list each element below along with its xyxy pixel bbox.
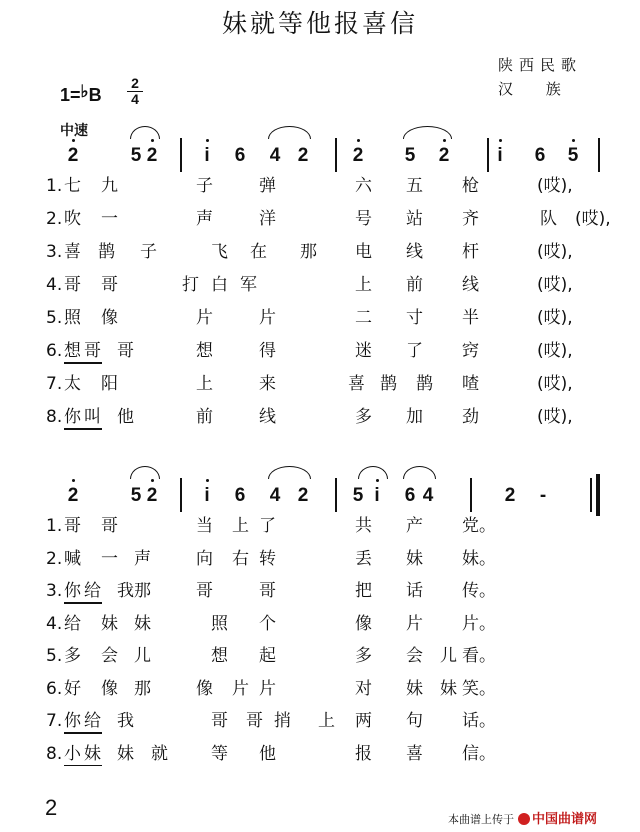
system2-lyric: 我 bbox=[117, 711, 134, 731]
system1-lyric: 前 bbox=[406, 275, 423, 295]
system2-lyric: 2. bbox=[46, 548, 63, 569]
system2-lyric: 你 bbox=[64, 711, 81, 731]
system2-lyric: 那 bbox=[134, 581, 151, 601]
system2-lyric: 哥 bbox=[101, 516, 118, 536]
system1-lyric: (哎), bbox=[537, 407, 573, 427]
system1-lyric: 站 bbox=[406, 209, 423, 229]
system2-lyric: 像 bbox=[101, 678, 118, 699]
system1-lyric: (哎), bbox=[537, 374, 573, 394]
system1-lyric: 七 bbox=[64, 176, 81, 196]
system1-lyric: 迷 bbox=[355, 341, 372, 361]
time-signature bbox=[127, 76, 143, 107]
system1-lyric: 吹 bbox=[64, 209, 81, 229]
system2-lyric: 党。 bbox=[462, 516, 496, 536]
system2-lyric: 多 bbox=[355, 646, 372, 666]
system2-lyric: 片。 bbox=[462, 613, 496, 634]
system2-lyric: 传。 bbox=[462, 581, 496, 601]
system1-note: 6 bbox=[234, 145, 246, 166]
system2-lyric: 妹 bbox=[406, 548, 423, 569]
system2-lyric: 妹 bbox=[134, 613, 151, 634]
system2-lyric: 给 bbox=[84, 581, 101, 601]
system1-note: 2 bbox=[146, 145, 158, 166]
system2-lyric: 等 bbox=[211, 743, 228, 764]
system2-lyric: 多 bbox=[64, 646, 81, 666]
system2-lyric: 小 bbox=[64, 743, 81, 764]
system1-lyric: 那 bbox=[300, 242, 317, 262]
system2-note: 6 bbox=[234, 485, 246, 506]
system1-lyric: 太 bbox=[64, 374, 81, 394]
system2-lyric: 片 bbox=[259, 678, 276, 699]
system2-lyric: 妹 bbox=[84, 743, 101, 764]
system1-lyric: 2. bbox=[46, 209, 63, 229]
system1-lyric: 队 bbox=[540, 209, 557, 229]
system1-high-octave-dot bbox=[443, 139, 446, 142]
system1-lyric: 3. bbox=[46, 242, 63, 262]
system1-lyric: (哎), bbox=[537, 242, 573, 262]
system1-lyric: 六 bbox=[355, 176, 372, 196]
system1-lyric: 打 bbox=[182, 275, 199, 295]
system1-note: i bbox=[204, 145, 210, 166]
system1-lyric: (哎), bbox=[537, 275, 573, 295]
system2-lyric: 5. bbox=[46, 646, 63, 666]
system1-lyric: 白 bbox=[211, 275, 228, 295]
credit-origin: 陕西民歌 bbox=[498, 56, 583, 74]
system2-lyric: 像 bbox=[196, 678, 213, 699]
system2-note: i bbox=[374, 485, 380, 506]
system2-lyric: 话 bbox=[406, 581, 423, 601]
system1-lyric: 喳 bbox=[462, 374, 479, 394]
system2-lyric: 你 bbox=[64, 581, 81, 601]
system2-lyric: 产 bbox=[406, 516, 423, 536]
system1-lyric: 军 bbox=[240, 275, 257, 295]
system2-lyric: 我 bbox=[117, 581, 134, 601]
system2-note: 2 bbox=[297, 485, 309, 506]
system2-tie bbox=[130, 466, 160, 479]
system2-lyric: 4. bbox=[46, 613, 63, 634]
system1-lyric: 洋 bbox=[259, 209, 276, 229]
system2-lyric: 把 bbox=[355, 581, 372, 601]
system1-lyric: (哎), bbox=[575, 209, 611, 229]
system1-lyric: 多 bbox=[355, 407, 372, 427]
system2-lyric: 一 bbox=[101, 548, 118, 569]
system2-note: 2 bbox=[504, 485, 516, 506]
system2-lyric: 上 bbox=[318, 711, 335, 731]
system2-lyric: 就 bbox=[151, 743, 168, 764]
system2-lyric: 像 bbox=[355, 613, 372, 634]
system2-lyric: 8. bbox=[46, 743, 63, 764]
system2-lyric: 起 bbox=[259, 646, 276, 666]
system1-lyric: 8. bbox=[46, 407, 63, 427]
system2-note: 5 bbox=[352, 485, 364, 506]
system1-lyric: 子 bbox=[140, 242, 157, 262]
system1-lyric: 前 bbox=[196, 407, 213, 427]
system1-lyric: 杆 bbox=[462, 242, 479, 262]
system1-lyric: 加 bbox=[406, 407, 423, 427]
system2-note: 5 bbox=[130, 485, 142, 506]
system2-tie bbox=[403, 466, 436, 479]
system1-lyric: 线 bbox=[462, 275, 479, 295]
system1-lyric: 在 bbox=[250, 242, 267, 262]
system1-lyric: 像 bbox=[101, 308, 118, 328]
system2-lyric: 声 bbox=[134, 548, 151, 569]
system1-lyric: 照 bbox=[64, 308, 81, 328]
system1-note: 4 bbox=[269, 145, 281, 166]
system1-note: 2 bbox=[352, 145, 364, 166]
system1-lyric: 五 bbox=[406, 176, 423, 196]
system2-lyric: 哥 bbox=[246, 711, 263, 731]
system1-lyric: 半 bbox=[462, 308, 479, 328]
system1-note: 5 bbox=[567, 145, 579, 166]
system2-lyric: 妹 bbox=[101, 613, 118, 634]
system1-bar-line bbox=[598, 138, 600, 172]
system2-lyric-underline bbox=[64, 602, 102, 604]
system1-bar-line bbox=[487, 138, 489, 172]
system2-lyric: 个 bbox=[259, 613, 276, 634]
system1-lyric: 九 bbox=[101, 176, 118, 196]
system2-lyric-underline bbox=[64, 732, 102, 734]
system1-lyric: 他 bbox=[117, 407, 134, 427]
system1-lyric: 阳 bbox=[101, 374, 118, 394]
system1-lyric: 鹊 bbox=[416, 374, 433, 394]
system2-high-octave-dot bbox=[376, 479, 379, 482]
system1-tie bbox=[130, 126, 160, 139]
system2-lyric: 句 bbox=[406, 711, 423, 731]
system1-lyric: 飞 bbox=[211, 242, 228, 262]
footer-credit bbox=[448, 808, 597, 827]
system1-tie bbox=[403, 126, 452, 139]
key-prefix: 1= bbox=[60, 85, 81, 105]
system1-lyric: 齐 bbox=[462, 209, 479, 229]
system2-lyric: 6. bbox=[46, 678, 63, 699]
system1-lyric: 劲 bbox=[462, 407, 479, 427]
system2-lyric: 1. bbox=[46, 516, 63, 536]
system1-note: 2 bbox=[67, 145, 79, 166]
system2-lyric: 当 bbox=[196, 516, 213, 536]
system2-tie bbox=[358, 466, 388, 479]
system2-lyric: 好 bbox=[64, 678, 81, 699]
system1-lyric: 电 bbox=[355, 242, 372, 262]
system1-lyric: 寸 bbox=[406, 308, 423, 328]
system2-lyric: 对 bbox=[355, 678, 372, 699]
credit-ethnicity: 汉 族 bbox=[498, 80, 575, 98]
system2-lyric: 妹。 bbox=[462, 548, 496, 569]
system1-note: 2 bbox=[297, 145, 309, 166]
system2-lyric: 儿 bbox=[134, 646, 151, 666]
system2-lyric: 丢 bbox=[355, 548, 372, 569]
system2-high-octave-dot bbox=[206, 479, 209, 482]
system2-lyric: 7. bbox=[46, 711, 63, 731]
system2-bar-line bbox=[590, 478, 592, 512]
system2-lyric: 上 bbox=[232, 516, 249, 536]
system2-lyric: 妹 bbox=[440, 678, 457, 699]
system1-lyric: 枪 bbox=[462, 176, 479, 196]
system2-lyric: 了 bbox=[259, 516, 276, 536]
system2-lyric-underline bbox=[64, 765, 102, 767]
system2-lyric: 看。 bbox=[462, 646, 496, 666]
system1-note: 6 bbox=[534, 145, 546, 166]
system1-lyric: 哥 bbox=[84, 341, 101, 361]
system1-lyric-underline bbox=[64, 428, 102, 430]
system2-lyric: 哥 bbox=[64, 516, 81, 536]
key-signature bbox=[60, 82, 102, 106]
footer-text: 本曲谱上传于 bbox=[448, 813, 514, 826]
key-note: B bbox=[88, 85, 102, 105]
system2-bar-line bbox=[470, 478, 472, 512]
system1-lyric: 7. bbox=[46, 374, 63, 394]
site-logo-icon bbox=[518, 813, 530, 825]
system2-lyric: 儿 bbox=[440, 646, 457, 666]
system2-lyric: 想 bbox=[211, 646, 228, 666]
system1-lyric: 哥 bbox=[117, 341, 134, 361]
system1-lyric: 一 bbox=[101, 209, 118, 229]
system1-lyric: 片 bbox=[259, 308, 276, 328]
footer-site: 中国曲谱网 bbox=[532, 812, 598, 827]
system2-lyric: 那 bbox=[134, 678, 151, 699]
system1-lyric: 窍 bbox=[462, 341, 479, 361]
system2-lyric: 会 bbox=[406, 646, 423, 666]
system1-high-octave-dot bbox=[206, 139, 209, 142]
system1-lyric: 哥 bbox=[64, 275, 81, 295]
system1-lyric: 1. bbox=[46, 176, 63, 196]
system1-lyric: 5. bbox=[46, 308, 63, 328]
system1-lyric: 鹊 bbox=[98, 242, 115, 262]
system2-lyric: 话。 bbox=[462, 711, 496, 731]
system2-lyric: 给 bbox=[64, 613, 81, 634]
system2-lyric: 右 bbox=[232, 548, 249, 569]
system1-note: 2 bbox=[438, 145, 450, 166]
system2-bar-line bbox=[180, 478, 182, 512]
system2-lyric: 他 bbox=[259, 743, 276, 764]
song-title: 妹就等他报喜信 bbox=[221, 9, 418, 38]
system1-high-octave-dot bbox=[572, 139, 575, 142]
system1-lyric: (哎), bbox=[537, 308, 573, 328]
system1-lyric: 了 bbox=[406, 341, 423, 361]
system1-bar-line bbox=[335, 138, 337, 172]
system1-note: 5 bbox=[130, 145, 142, 166]
system2-final-bar-line bbox=[596, 474, 600, 516]
system1-bar-line bbox=[180, 138, 182, 172]
system2-note: i bbox=[204, 485, 210, 506]
system2-lyric: 片 bbox=[406, 613, 423, 634]
system1-note: i bbox=[497, 145, 503, 166]
system2-lyric: 向 bbox=[196, 548, 213, 569]
system2-bar-line bbox=[335, 478, 337, 512]
system2-lyric: 共 bbox=[355, 516, 372, 536]
system2-lyric: 哥 bbox=[259, 581, 276, 601]
system1-lyric: 片 bbox=[196, 308, 213, 328]
system1-lyric: 想 bbox=[196, 341, 213, 361]
system2-lyric: 信。 bbox=[462, 743, 496, 764]
system1-lyric: 6. bbox=[46, 341, 63, 361]
system1-lyric: 线 bbox=[259, 407, 276, 427]
system1-lyric: 来 bbox=[259, 374, 276, 394]
system2-lyric: 哥 bbox=[211, 711, 228, 731]
system2-lyric: 喊 bbox=[64, 548, 81, 569]
system2-note: - bbox=[539, 485, 547, 506]
time-numerator: 2 bbox=[127, 76, 143, 92]
time-denominator: 4 bbox=[131, 91, 139, 107]
system1-high-octave-dot bbox=[499, 139, 502, 142]
flat-symbol: ♭ bbox=[80, 82, 89, 101]
system1-lyric: 鹊 bbox=[380, 374, 397, 394]
system1-lyric: 子 bbox=[196, 176, 213, 196]
system1-lyric: (哎), bbox=[537, 176, 573, 196]
system1-note: 5 bbox=[404, 145, 416, 166]
system2-lyric: 片 bbox=[232, 678, 249, 699]
system2-note: 2 bbox=[67, 485, 79, 506]
system1-lyric: 声 bbox=[196, 209, 213, 229]
system1-lyric: 二 bbox=[355, 308, 372, 328]
system1-lyric: 想 bbox=[64, 341, 81, 361]
system2-high-octave-dot bbox=[151, 479, 154, 482]
tempo-marking: 中速 bbox=[60, 123, 88, 139]
system1-lyric: 得 bbox=[259, 341, 276, 361]
system2-lyric: 转 bbox=[259, 548, 276, 569]
system1-lyric: 哥 bbox=[101, 275, 118, 295]
system2-lyric: 两 bbox=[355, 711, 372, 731]
system2-low-octave-dot bbox=[72, 479, 75, 482]
system2-lyric: 报 bbox=[355, 743, 372, 764]
system2-lyric: 给 bbox=[84, 711, 101, 731]
system2-lyric: 照 bbox=[211, 613, 228, 634]
system2-lyric: 笑。 bbox=[462, 678, 496, 699]
system2-lyric: 哥 bbox=[196, 581, 213, 601]
system1-lyric: 喜 bbox=[348, 374, 365, 394]
system2-lyric: 捎 bbox=[274, 711, 291, 731]
system1-low-octave-dot bbox=[357, 139, 360, 142]
system2-lyric: 3. bbox=[46, 581, 63, 601]
system1-lyric: 线 bbox=[406, 242, 423, 262]
system2-note: 6 bbox=[404, 485, 416, 506]
system1-lyric: 叫 bbox=[84, 407, 101, 427]
system1-high-octave-dot bbox=[151, 139, 154, 142]
system2-lyric: 妹 bbox=[406, 678, 423, 699]
system2-tie bbox=[268, 466, 311, 479]
system1-lyric: 你 bbox=[64, 407, 81, 427]
system1-low-octave-dot bbox=[72, 139, 75, 142]
system1-tie bbox=[268, 126, 311, 139]
system1-lyric-underline bbox=[64, 362, 102, 364]
system2-note: 2 bbox=[146, 485, 158, 506]
system1-lyric: 号 bbox=[355, 209, 372, 229]
system2-lyric: 妹 bbox=[117, 743, 134, 764]
system2-note: 4 bbox=[269, 485, 281, 506]
system1-lyric: 上 bbox=[355, 275, 372, 295]
system1-lyric: 喜 bbox=[64, 242, 81, 262]
system2-lyric: 喜 bbox=[406, 743, 423, 764]
system2-lyric: 会 bbox=[101, 646, 118, 666]
system2-note: 4 bbox=[422, 485, 434, 506]
system1-lyric: 弹 bbox=[259, 176, 276, 196]
system1-lyric: (哎), bbox=[537, 341, 573, 361]
page-number: 2 bbox=[45, 795, 58, 820]
system1-lyric: 上 bbox=[196, 374, 213, 394]
system1-lyric: 4. bbox=[46, 275, 63, 295]
